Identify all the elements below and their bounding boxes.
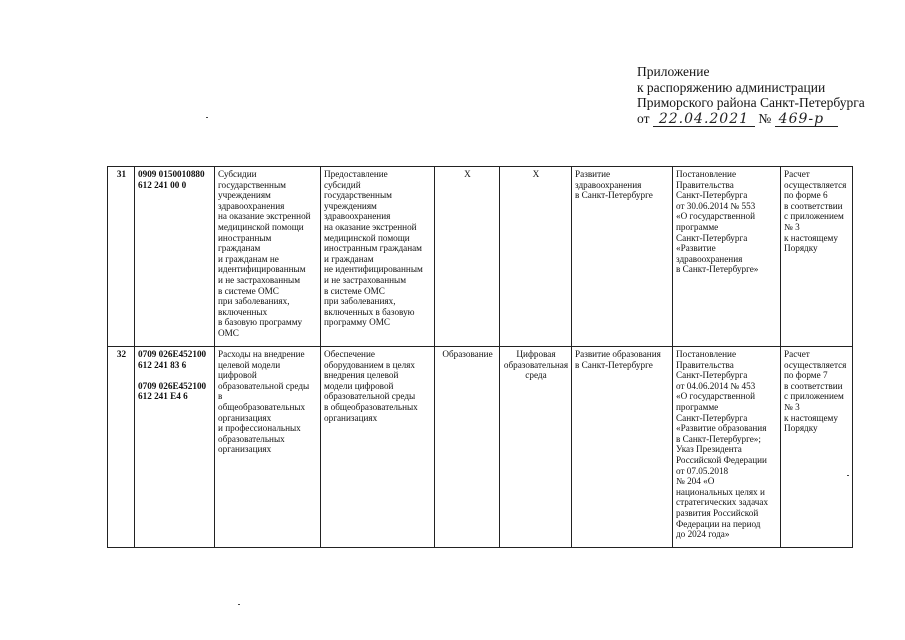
appendix-administration: Приморского района Санкт-Петербурга <box>637 95 865 110</box>
table-row <box>108 347 853 548</box>
scan-speck <box>238 604 240 605</box>
sphere: Х <box>435 167 500 347</box>
budget-code: 0709 026Е452100 612 241 83 6 0709 026Е452100 612 241 Е4 6 <box>135 347 215 548</box>
legal-basis: Постановление Правительства Санкт-Петербурга от 04.06.2014 № 453 «О государственной программе Санкт-Петербурга «Развитие образования в Санкт-Петербурге»; Указ Президента Российской Федерации от 07.05.2018 № 204 «О национальных целях и стратегических задачах развития Российской Федерации на период до 2024 года» <box>673 347 781 548</box>
state-program: Развитие образования в Санкт-Петербурге <box>572 347 673 548</box>
scan-speck <box>847 475 849 476</box>
row-number: 31 <box>108 167 135 347</box>
appendix-title: Приложение <box>637 64 710 79</box>
subsidy-table <box>107 166 853 548</box>
project: Х <box>500 167 572 347</box>
state-program: Развитие здравоохранения в Санкт-Петербурге <box>572 167 673 347</box>
table-row <box>108 167 853 347</box>
handwritten-number: 469-р <box>775 113 838 127</box>
calculation-method: Расчет осуществляется по форме 6 в соответствии с приложением № 3 к настоящему Порядку <box>781 167 853 347</box>
document-header <box>637 64 865 127</box>
sphere: Образование <box>435 347 500 548</box>
expense-purpose: Предоставление субсидий государственным учреждениям здравоохранения на оказание экстренной медицинской помощи иностранным гражданам и гражданам не идентифицированным и не застрахованным в системе ОМС при заболеваниях, включенных в базовую программу ОМС <box>321 167 435 347</box>
date-label: от <box>637 110 650 126</box>
appendix-reference: к распоряжению администрации <box>637 79 826 95</box>
expense-purpose: Обеспечение оборудованием в целях внедрения целевой модели цифровой образовательной среды в общеобразовательных организациях <box>321 347 435 548</box>
expense-name: Расходы на внедрение целевой модели цифровой образовательной среды в общеобразовательных организациях и профессиональных образовательных организациях <box>215 347 321 548</box>
scan-speck <box>206 117 208 118</box>
appendix-date-line <box>637 111 865 127</box>
expense-name: Субсидии государственным учреждениям здравоохранения на оказание экстренной медицинской помощи иностранным гражданам и гражданам не идентифицированным и не застрахованным в системе ОМС при заболеваниях, включенных в базовую программу ОМС <box>215 167 321 347</box>
calculation-method: Расчет осуществляется по форме 7 в соответствии с приложением № 3 к настоящему Порядку <box>781 347 853 548</box>
number-label: № <box>758 110 772 126</box>
budget-code: 0909 0150010880 612 241 00 0 <box>135 167 215 347</box>
handwritten-date: 22.04.2021 <box>653 113 755 127</box>
row-number: 32 <box>108 347 135 548</box>
project: Цифровая образовательная среда <box>500 347 572 548</box>
legal-basis: Постановление Правительства Санкт-Петербурга от 30.06.2014 № 553 «О государственной программе Санкт-Петербурга «Развитие здравоохранения в Санкт-Петербурге» <box>673 167 781 347</box>
